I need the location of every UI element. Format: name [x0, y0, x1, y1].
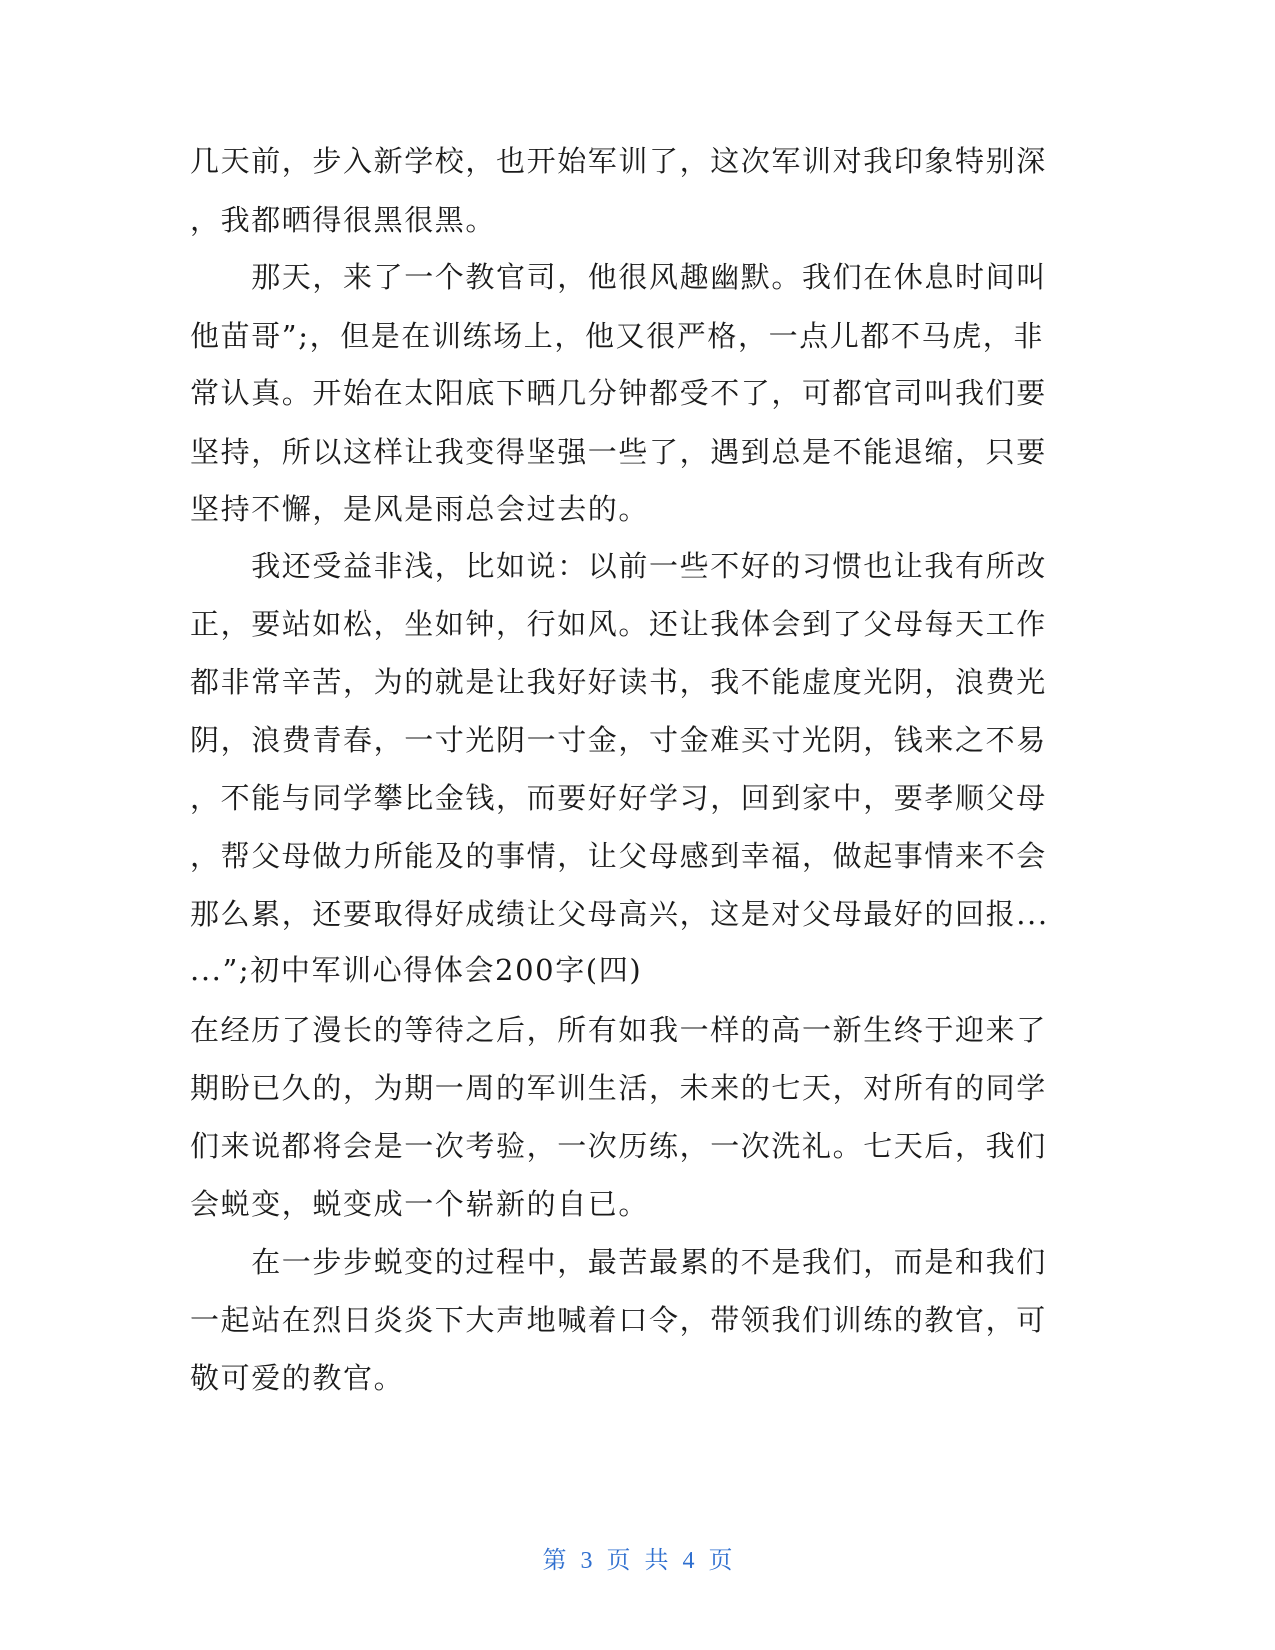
page-footer: [0, 1540, 1275, 1575]
text-line: ，不能与同学攀比金钱，而要好好学习，回到家中，要孝顺父母: [190, 781, 1047, 815]
text-line: 会蜕变，蜕变成一个崭新的自已。: [190, 1187, 650, 1221]
text-line: 在经历了漫长的等待之后，所有如我一样的高一新生终于迎来了: [190, 1013, 1047, 1047]
text-line: 那么累，还要取得好成绩让父母高兴，这是对父母最好的回报...: [190, 897, 1049, 931]
text-line: 一起站在烈日炎炎下大声地喊着口令，带领我们训练的教官，可: [190, 1303, 1047, 1337]
footer-prefix: 第: [542, 1548, 567, 1574]
text-line: ，帮父母做力所能及的事情，让父母感到幸福，做起事情来不会: [190, 839, 1047, 873]
text-line: 期盼已久的，为期一周的军训生活，未来的七天，对所有的同学: [190, 1071, 1047, 1105]
text-line: 坚持不懈，是风是雨总会过去的。: [190, 492, 650, 526]
text-line: 坚持，所以这样让我变得坚强一些了，遇到总是不能退缩，只要: [190, 435, 1047, 469]
text-line: 正，要站如松，坐如钟，行如风。还让我体会到了父母每天工作: [190, 607, 1047, 641]
footer-page-unit: 页: [606, 1548, 631, 1574]
total-pages-number: 4: [682, 1548, 695, 1574]
text-line: 我还受益非浅，比如说：以前一些不好的习惯也让我有所改: [190, 549, 1047, 583]
text-line: 那天，来了一个教官司，他很风趣幽默。我们在休息时间叫: [190, 260, 1047, 294]
text-line: 在一步步蜕变的过程中，最苦最累的不是我们，而是和我们: [190, 1245, 1047, 1279]
section-heading: ...”;初中军训心得体会200字(四): [190, 953, 643, 987]
text-line: 阴，浪费青春，一寸光阴一寸金，寸金难买寸光阴，钱来之不易: [190, 723, 1047, 757]
text-line: 们来说都将会是一次考验，一次历练，一次洗礼。七天后，我们: [190, 1129, 1047, 1163]
text-line: 都非常辛苦，为的就是让我好好读书，我不能虚度光阴，浪费光: [190, 665, 1047, 699]
text-line: 他苗哥”;，但是在训练场上，他又很严格，一点儿都不马虎，非: [190, 319, 1044, 353]
footer-total-unit: 页: [708, 1548, 733, 1574]
text-line: 常认真。开始在太阳底下晒几分钟都受不了，可都官司叫我们要: [190, 376, 1047, 410]
current-page-number: 3: [580, 1548, 593, 1574]
text-line: ，我都晒得很黑很黑。: [190, 203, 497, 237]
text-line: 敬可爱的教官。: [190, 1361, 405, 1395]
footer-total-prefix: 共: [644, 1548, 669, 1574]
text-line: 几天前，步入新学校，也开始军训了，这次军训对我印象特别深: [190, 144, 1047, 178]
